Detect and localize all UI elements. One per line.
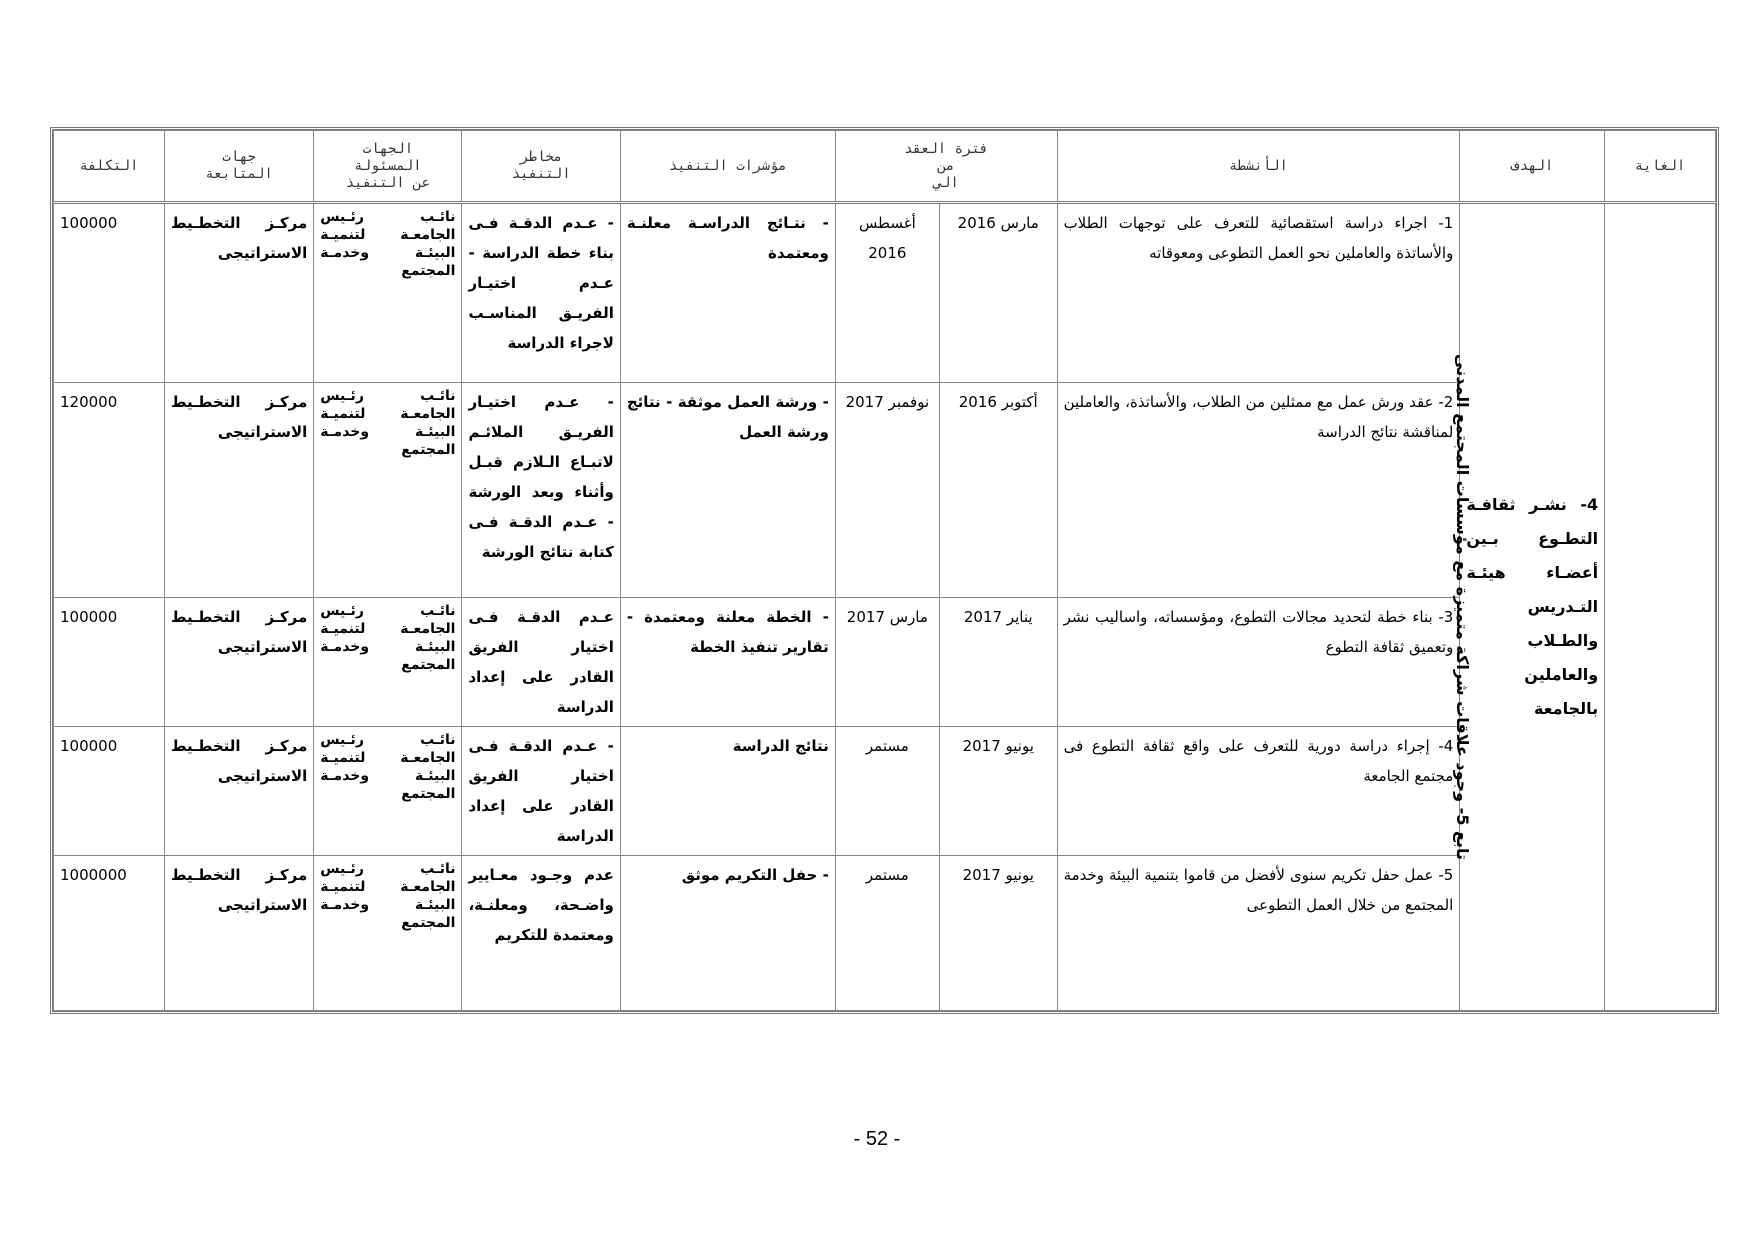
- header-activities: [1057, 131, 1460, 203]
- risks-cell: - عـدم اختيـار الفريـق الملائـم لاتبـاع الـلازم قبـل وأثناء وبعد الورشة - عـدم الدقـة فـى كتابة نتائج الورشة: [462, 383, 620, 598]
- header-follow: [164, 131, 313, 203]
- follow-cell: مركـز التخطـيط الاستراتيجى: [164, 727, 313, 856]
- risks-cell: - عـدم الدقـة فـى بناء خطة الدراسة - عـدم اختيـار الفريـق المناسـب لاجراء الدراسة: [462, 203, 620, 383]
- indicators-cell: - نتـائج الدراسـة معلنـة ومعتمدة: [620, 203, 835, 383]
- indicators-cell: - ورشة العمل موثقة - نتائج ورشة العمل: [620, 383, 835, 598]
- to-date-cell: نوفمبر 2017: [835, 383, 939, 598]
- cost-cell: 1000000: [54, 856, 165, 1011]
- header-cost: [54, 131, 165, 203]
- from-date-cell: أكتوبر 2016: [939, 383, 1057, 598]
- header-activities-text: الأنشطة: [1228, 157, 1288, 174]
- plan-table-frame: [50, 127, 1719, 1014]
- header-resp-line3: عن التنفيذ: [345, 174, 431, 191]
- header-goal-text: الهدف: [1511, 157, 1554, 174]
- header-risks-line1: مخاطر: [520, 149, 563, 165]
- from-date-cell: يونيو 2017: [939, 727, 1057, 856]
- from-date-cell: يونيو 2017: [939, 856, 1057, 1011]
- header-period-line1: فترة العقد: [904, 140, 989, 157]
- indicators-cell: - حفل التكريم موثق: [620, 856, 835, 1011]
- table-row: [54, 203, 1716, 383]
- activity-cell: 1- اجراء دراسة استقصائية للتعرف على توجهات الطلاب والأساتذة والعاملين نحو العمل التطوعى ومعوقاته: [1057, 203, 1460, 383]
- responsible-cell: نائـب رئـيس الجامعـة لتنميـة البيئـة وخدمـة المجتمع: [314, 727, 462, 856]
- header-row: [54, 131, 1716, 203]
- header-risks: [462, 131, 620, 203]
- header-indicators: [620, 131, 835, 203]
- header-risks-line2: التنفيذ: [511, 166, 571, 182]
- header-follow-line1: جهات: [222, 149, 256, 165]
- plan-table: [53, 130, 1716, 1011]
- goal-cell: 4- نشـر ثقافـة التطـوع بـين أعضـاء هيئـة التـدريس والطـلاب والعاملين بالجامعة: [1460, 203, 1605, 1011]
- follow-cell: مركـز التخطـيط الاستراتيجى: [164, 856, 313, 1011]
- responsible-cell: نائـب رئـيس الجامعـة لتنميـة البيئـة وخدمـة المجتمع: [314, 856, 462, 1011]
- activity-cell: 4- إجراء دراسة دورية للتعرف على واقع ثقافة التطوع فى مجتمع الجامعة: [1057, 727, 1460, 856]
- risks-cell: - عـدم الدقـة فـى اختيار الفريق القادر على إعداد الدراسة: [462, 727, 620, 856]
- from-date-cell: مارس 2016: [939, 203, 1057, 383]
- header-resp-line1: الجهات: [362, 140, 414, 157]
- cost-cell: 100000: [54, 598, 165, 727]
- indicators-cell: نتائج الدراسة: [620, 727, 835, 856]
- cost-cell: 120000: [54, 383, 165, 598]
- indicators-cell: - الخطة معلنة ومعتمدة - تقارير تنفيذ الخطة: [620, 598, 835, 727]
- header-follow-line2: المتابعة: [205, 166, 273, 182]
- to-date-cell: مارس 2017: [835, 598, 939, 727]
- header-aim: [1605, 131, 1716, 203]
- follow-cell: مركـز التخطـيط الاستراتيجى: [164, 203, 313, 383]
- header-period: [835, 131, 1057, 203]
- to-date-cell: أغسطس 2016: [835, 203, 939, 383]
- activity-cell: 3- بناء خطة لتحديد مجالات التطوع، ومؤسساته، واساليب نشر وتعميق ثقافة التطوع: [1057, 598, 1460, 727]
- header-responsible: [314, 131, 462, 203]
- cost-cell: 100000: [54, 203, 165, 383]
- risks-cell: عدم وجـود معـايير واضـحة، ومعلنـة، ومعتمدة للتكريم: [462, 856, 620, 1011]
- activity-cell: 2- عقد ورش عمل مع ممثلين من الطلاب، والأساتذة، والعاملين لمناقشة نتائج الدراسة: [1057, 383, 1460, 598]
- header-indicators-text: مؤشرات التنفيذ: [668, 157, 787, 174]
- responsible-cell: نائـب رئـيس الجامعـة لتنميـة البيئـة وخدمـة المجتمع: [314, 383, 462, 598]
- from-date-cell: يناير 2017: [939, 598, 1057, 727]
- header-cost-text: التكلفة: [79, 157, 139, 174]
- header-period-line3: الي: [933, 174, 959, 191]
- header-aim-text: الغاية: [1634, 157, 1686, 174]
- follow-cell: مركـز التخطـيط الاستراتيجى: [164, 598, 313, 727]
- responsible-cell: نائـب رئـيس الجامعـة لتنميـة البيئـة وخدمـة المجتمع: [314, 203, 462, 383]
- header-goal: [1460, 131, 1605, 203]
- risks-cell: عـدم الدقـة فـى اختيار الفريق القادر على إعداد الدراسة: [462, 598, 620, 727]
- to-date-cell: مستمر: [835, 856, 939, 1011]
- aim-text: تابع 5- وجود علاقات شراكة متميزة مع مؤسسات المجتمع المدنى: [1453, 354, 1473, 860]
- to-date-cell: مستمر: [835, 727, 939, 856]
- header-resp-line2: المسئولة: [354, 157, 422, 174]
- follow-cell: مركـز التخطـيط الاستراتيجى: [164, 383, 313, 598]
- activity-cell: 5- عمل حفل تكريم سنوى لأفضل من قاموا بتنمية البيئة وخدمة المجتمع من خلال العمل التطوعى: [1057, 856, 1460, 1011]
- page-number: - 52 -: [853, 1128, 901, 1150]
- header-period-line2: من: [937, 157, 955, 174]
- cost-cell: 100000: [54, 727, 165, 856]
- responsible-cell: نائـب رئـيس الجامعـة لتنميـة البيئـة وخدمـة المجتمع: [314, 598, 462, 727]
